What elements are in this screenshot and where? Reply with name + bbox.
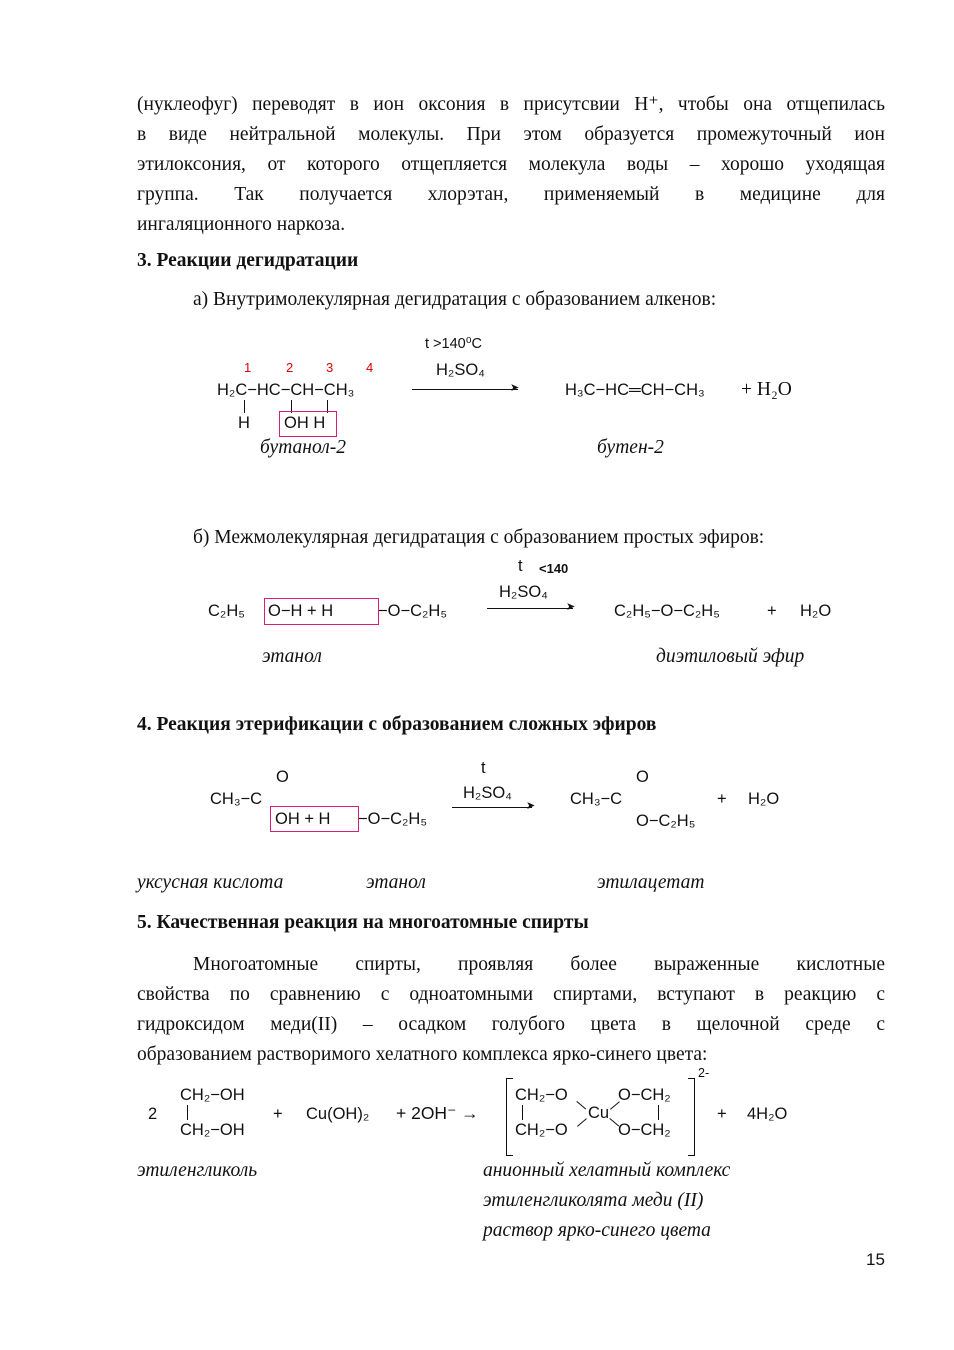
intro-paragraph (137, 90, 885, 240)
name-butanol: бутанол-2 (260, 437, 346, 458)
text-line: гидроксидом меди(II) – осадком голубого цвета в щелочной среде с (137, 1014, 885, 1035)
acetic-acid-formula: CH₃−C (210, 790, 263, 808)
plus-sign: + (717, 1105, 727, 1123)
subheading-b: б) Межмолекулярная дегидратация с образованием простых эфиров: (193, 527, 765, 548)
name-ethylene-glycol: этиленгликоль (137, 1160, 258, 1181)
water-product: H₂O (800, 602, 832, 620)
bond-line (658, 1105, 659, 1120)
reaction-arrow (452, 807, 532, 808)
plus-sign: + (273, 1105, 283, 1123)
condition-t: t (518, 557, 523, 575)
name-butene: бутен-2 (597, 437, 664, 458)
section-3-heading: 3. Реакции дегидратации (137, 250, 359, 271)
reaction-arrow (412, 389, 518, 390)
hydrogen-label: H (238, 414, 250, 432)
glycol-top: CH₂−OH (180, 1086, 245, 1104)
bracket-right (694, 1078, 695, 1156)
oh-h-label: OH H (284, 414, 326, 432)
condition-temperature: t >140⁰C (425, 336, 483, 352)
bracket-right-bottom (688, 1155, 695, 1156)
oh-plus-h: O−H + H (268, 602, 334, 620)
butanol-formula: H₂C−HC−CH−CH₃ (217, 381, 355, 399)
text-line: свойства по сравнению с одноатомными спиртами, вступают в реакцию с (137, 984, 885, 1005)
bond-line (187, 1105, 188, 1120)
oh-plus-h: OH + H (275, 810, 331, 828)
ester-carbonyl-oxygen: O (636, 768, 649, 786)
water-product: 4H₂O (747, 1105, 788, 1123)
arrow-head-icon: ➤ (510, 382, 520, 394)
name-acetic-acid: уксусная кислота (137, 872, 284, 893)
name-complex-line-1: анионный хелатный комплекс (483, 1160, 731, 1181)
reaction-arrow (487, 608, 573, 609)
condition-t: t (481, 759, 486, 777)
copper-center: Cu (588, 1104, 610, 1122)
bracket-left-bottom (506, 1155, 513, 1156)
complex-bottom-right: O−CH₂ (618, 1121, 671, 1139)
carbon-number-1: 1 (244, 360, 252, 375)
bond-line (576, 1101, 586, 1110)
condition-temp: <140 (539, 561, 569, 576)
text-line: ингаляционного наркоза. (137, 214, 346, 235)
coefficient: 2 (148, 1105, 158, 1123)
copper-hydroxide: Cu(OH)₂ (306, 1105, 370, 1123)
glycol-bottom: CH₂−OH (180, 1121, 245, 1139)
plus-sign: + (717, 790, 727, 808)
text-line: Многоатомные спирты, проявляя более выраженные кислотные (193, 954, 885, 975)
carbon-number-4: 4 (366, 360, 374, 375)
condition-catalyst: H₂SO₄ (436, 361, 485, 379)
name-ethanol: этанол (262, 646, 322, 667)
condition-acid: H₂SO₄ (463, 784, 512, 802)
name-complex-line-2: этиленгликолята меди (II) (483, 1190, 704, 1211)
arrow-head-icon: ➤ (566, 601, 576, 613)
section-4-heading: 4. Реакция этерификации с образованием сложных эфиров (137, 714, 657, 735)
text-line: этилоксония, от которого отщепляется молекула воды – хорошо уходящая (137, 154, 885, 175)
ethyl-acetate-formula: CH₃−C (570, 790, 623, 808)
bracket-right-top (688, 1078, 695, 1079)
carbonyl-oxygen: O (276, 768, 289, 786)
complex-top-left: CH₂−O (515, 1086, 568, 1104)
carbon-number-2: 2 (286, 360, 294, 375)
name-diethyl-ether: диэтиловый эфир (656, 646, 805, 667)
bond-line (522, 1105, 523, 1120)
hydroxide-arrow: + 2OH⁻ → (396, 1103, 479, 1123)
condition-acid: H₂SO₄ (499, 583, 548, 601)
text-line: (нуклеофуг) переводят в ион оксония в присутсвии H⁺, чтобы она отщепилась (137, 94, 885, 115)
water-product: + H₂O (741, 379, 792, 400)
bond-line (577, 1118, 587, 1127)
text-line: образованием растворимого хелатного комплекса ярко-синего цвета: (137, 1044, 708, 1065)
complex-charge: 2- (698, 1066, 710, 1080)
plus-sign: + (767, 602, 777, 620)
ethanol-rest: −O−C₂H₅ (358, 810, 427, 828)
name-complex-line-3: раствор ярко-синего цвета (483, 1220, 711, 1241)
diethyl-ether-formula: C₂H₅−O−C₂H₅ (614, 602, 720, 620)
name-ethanol: этанол (366, 872, 426, 893)
complex-bottom-left: CH₂−O (515, 1121, 568, 1139)
carbon-number-3: 3 (326, 360, 334, 375)
bond-line (244, 400, 245, 413)
ester-alkoxy: O−C₂H₅ (636, 812, 696, 830)
complex-top-right: O−CH₂ (618, 1086, 671, 1104)
section-5-heading: 5. Качественная реакция на многоатомные спирты (137, 912, 589, 933)
ethyl-left: C₂H₅ (208, 602, 245, 620)
text-line: группа. Так получается хлорэтан, применяемый в медицине для (137, 184, 885, 205)
page-number: 15 (866, 1250, 885, 1269)
text-line: в виде нейтральной молекулы. При этом образуется промежуточный ион (137, 124, 885, 145)
ethoxy-right: −O−C₂H₅ (378, 602, 447, 620)
butene-formula: H₃C−HC═CH−CH₃ (565, 381, 705, 399)
water-product: H₂O (748, 790, 780, 808)
subheading-a: а) Внутримолекулярная дегидратация с образованием алкенов: (193, 289, 717, 310)
bracket-left (506, 1078, 507, 1156)
arrow-head-icon: ➤ (526, 800, 536, 812)
section-5-paragraph (137, 950, 885, 1070)
name-ethyl-acetate: этилацетат (597, 872, 705, 893)
bracket-left-top (506, 1078, 513, 1079)
